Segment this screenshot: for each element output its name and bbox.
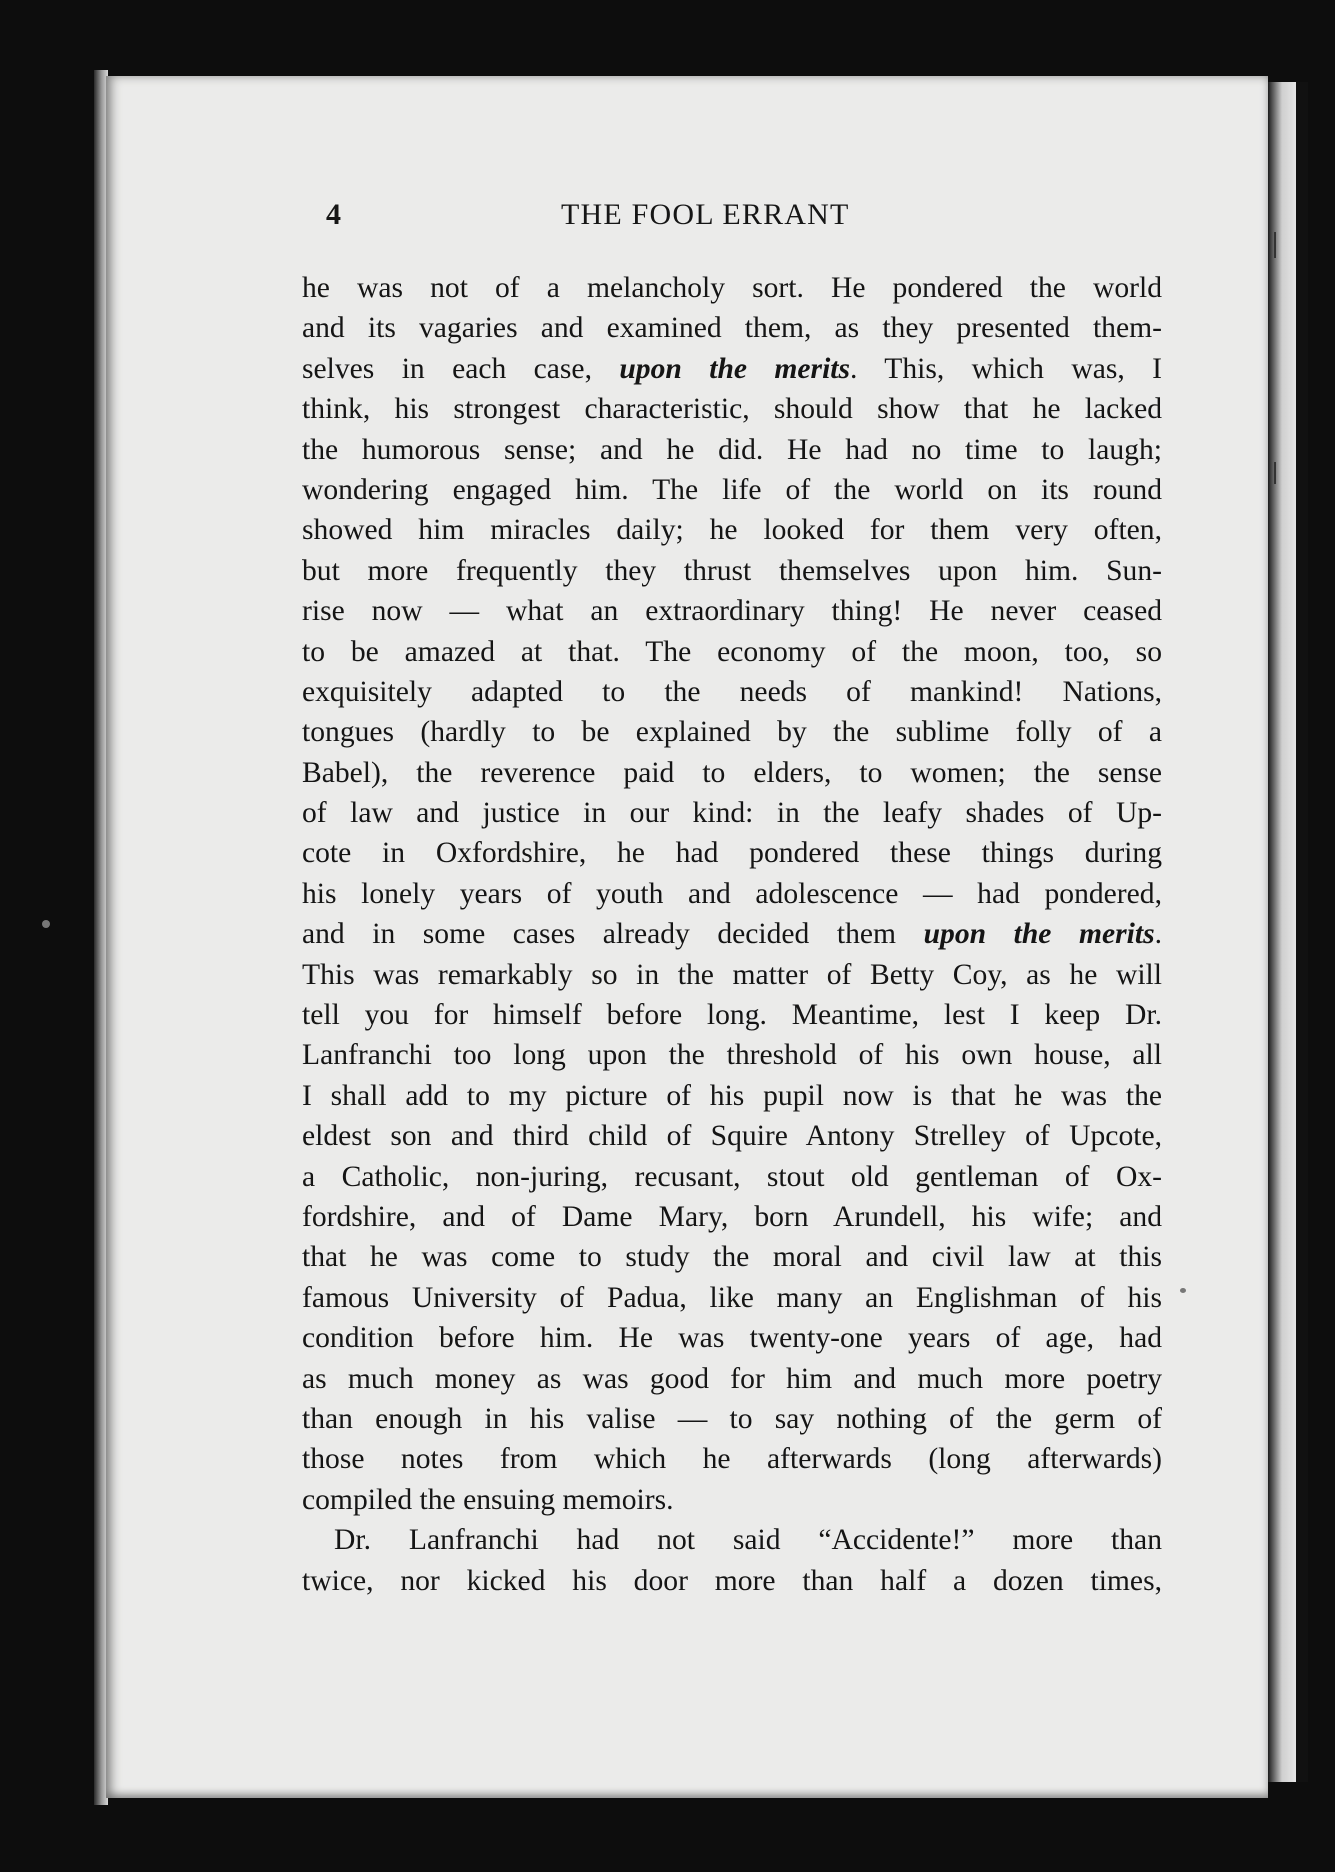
text-line: wondering engaged him. The life of the world on its round	[302, 473, 1162, 506]
text-line: condition before him. He was twenty-one years of age, had	[302, 1322, 1162, 1355]
text-line: as much money as was good for him and much more poetry	[302, 1362, 1162, 1395]
facing-page-edge	[1268, 82, 1308, 1782]
text-line: think, his strongest characteristic, should show that he lacked	[302, 393, 1162, 426]
text-line: but more frequently they thrust themselves upon him. Sun-	[302, 554, 1162, 587]
text-line: than enough in his valise — to say nothing of the germ of	[302, 1402, 1162, 1435]
text-line: that he was come to study the moral and civil law at this	[302, 1241, 1162, 1274]
text-line: exquisitely adapted to the needs of mankind! Nations,	[302, 675, 1162, 708]
text-line: those notes from which he afterwards (long afterwards)	[302, 1443, 1162, 1476]
text-line: he was not of a melancholy sort. He pondered the world	[302, 272, 1162, 304]
text-line: famous University of Padua, like many an Englishman of his	[302, 1281, 1162, 1314]
text-line: fordshire, and of Dame Mary, born Arundell, his wife; and	[302, 1200, 1162, 1233]
page-mark	[1274, 232, 1276, 258]
text-line: selves in each case, upon the merits. This, which was, I	[302, 352, 1162, 385]
text-line: compiled the ensuing memoirs.	[302, 1483, 674, 1516]
page-number: 4	[326, 198, 343, 231]
italic-phrase: upon the merits	[619, 352, 851, 385]
text-line: and in some cases already decided them upon the merits.	[302, 918, 1162, 951]
text-line: This was remarkably so in the matter of Betty Coy, as he will	[302, 958, 1162, 991]
text-line: showed him miracles daily; he looked for them very often,	[302, 514, 1162, 547]
text-line: cote in Oxfordshire, he had pondered these things during	[302, 837, 1162, 870]
text-line: twice, nor kicked his door more than half a dozen times,	[302, 1564, 1162, 1597]
text-line: Lanfranchi too long upon the threshold of his own house, all	[302, 1039, 1162, 1072]
italic-phrase: upon the merits	[923, 918, 1155, 951]
text-line: and its vagaries and examined them, as they presented them-	[302, 312, 1162, 345]
text-line: Dr. Lanfranchi had not said “Accidente!” more than	[334, 1524, 1162, 1557]
text-line: rise now — what an extraordinary thing! He never ceased	[302, 595, 1162, 628]
text-line: of law and justice in our kind: in the leafy shades of Up-	[302, 797, 1162, 830]
text-line: tell you for himself before long. Meantime, lest I keep Dr.	[302, 999, 1162, 1032]
running-title: THE FOOL ERRANT	[561, 198, 850, 231]
body-text	[302, 268, 1162, 1601]
book-spine	[1296, 82, 1308, 1782]
page-mark	[1274, 462, 1276, 484]
text-line: I shall add to my picture of his pupil now is that he was the	[302, 1079, 1162, 1112]
text-line: to be amazed at that. The economy of the moon, too, so	[302, 635, 1162, 668]
text-line: a Catholic, non-juring, recusant, stout old gentleman of Ox-	[302, 1160, 1162, 1193]
text-line: his lonely years of youth and adolescence — had pondered,	[302, 877, 1162, 910]
scan-speck	[42, 920, 50, 928]
scan-speck	[1180, 1288, 1186, 1293]
text-line: the humorous sense; and he did. He had no time to laugh;	[302, 433, 1162, 466]
text-line: Babel), the reverence paid to elders, to women; the sense	[302, 756, 1162, 789]
running-header	[326, 198, 926, 242]
text-line: eldest son and third child of Squire Antony Strelley of Upcote,	[302, 1120, 1162, 1153]
text-line: tongues (hardly to be explained by the sublime folly of a	[302, 716, 1162, 749]
